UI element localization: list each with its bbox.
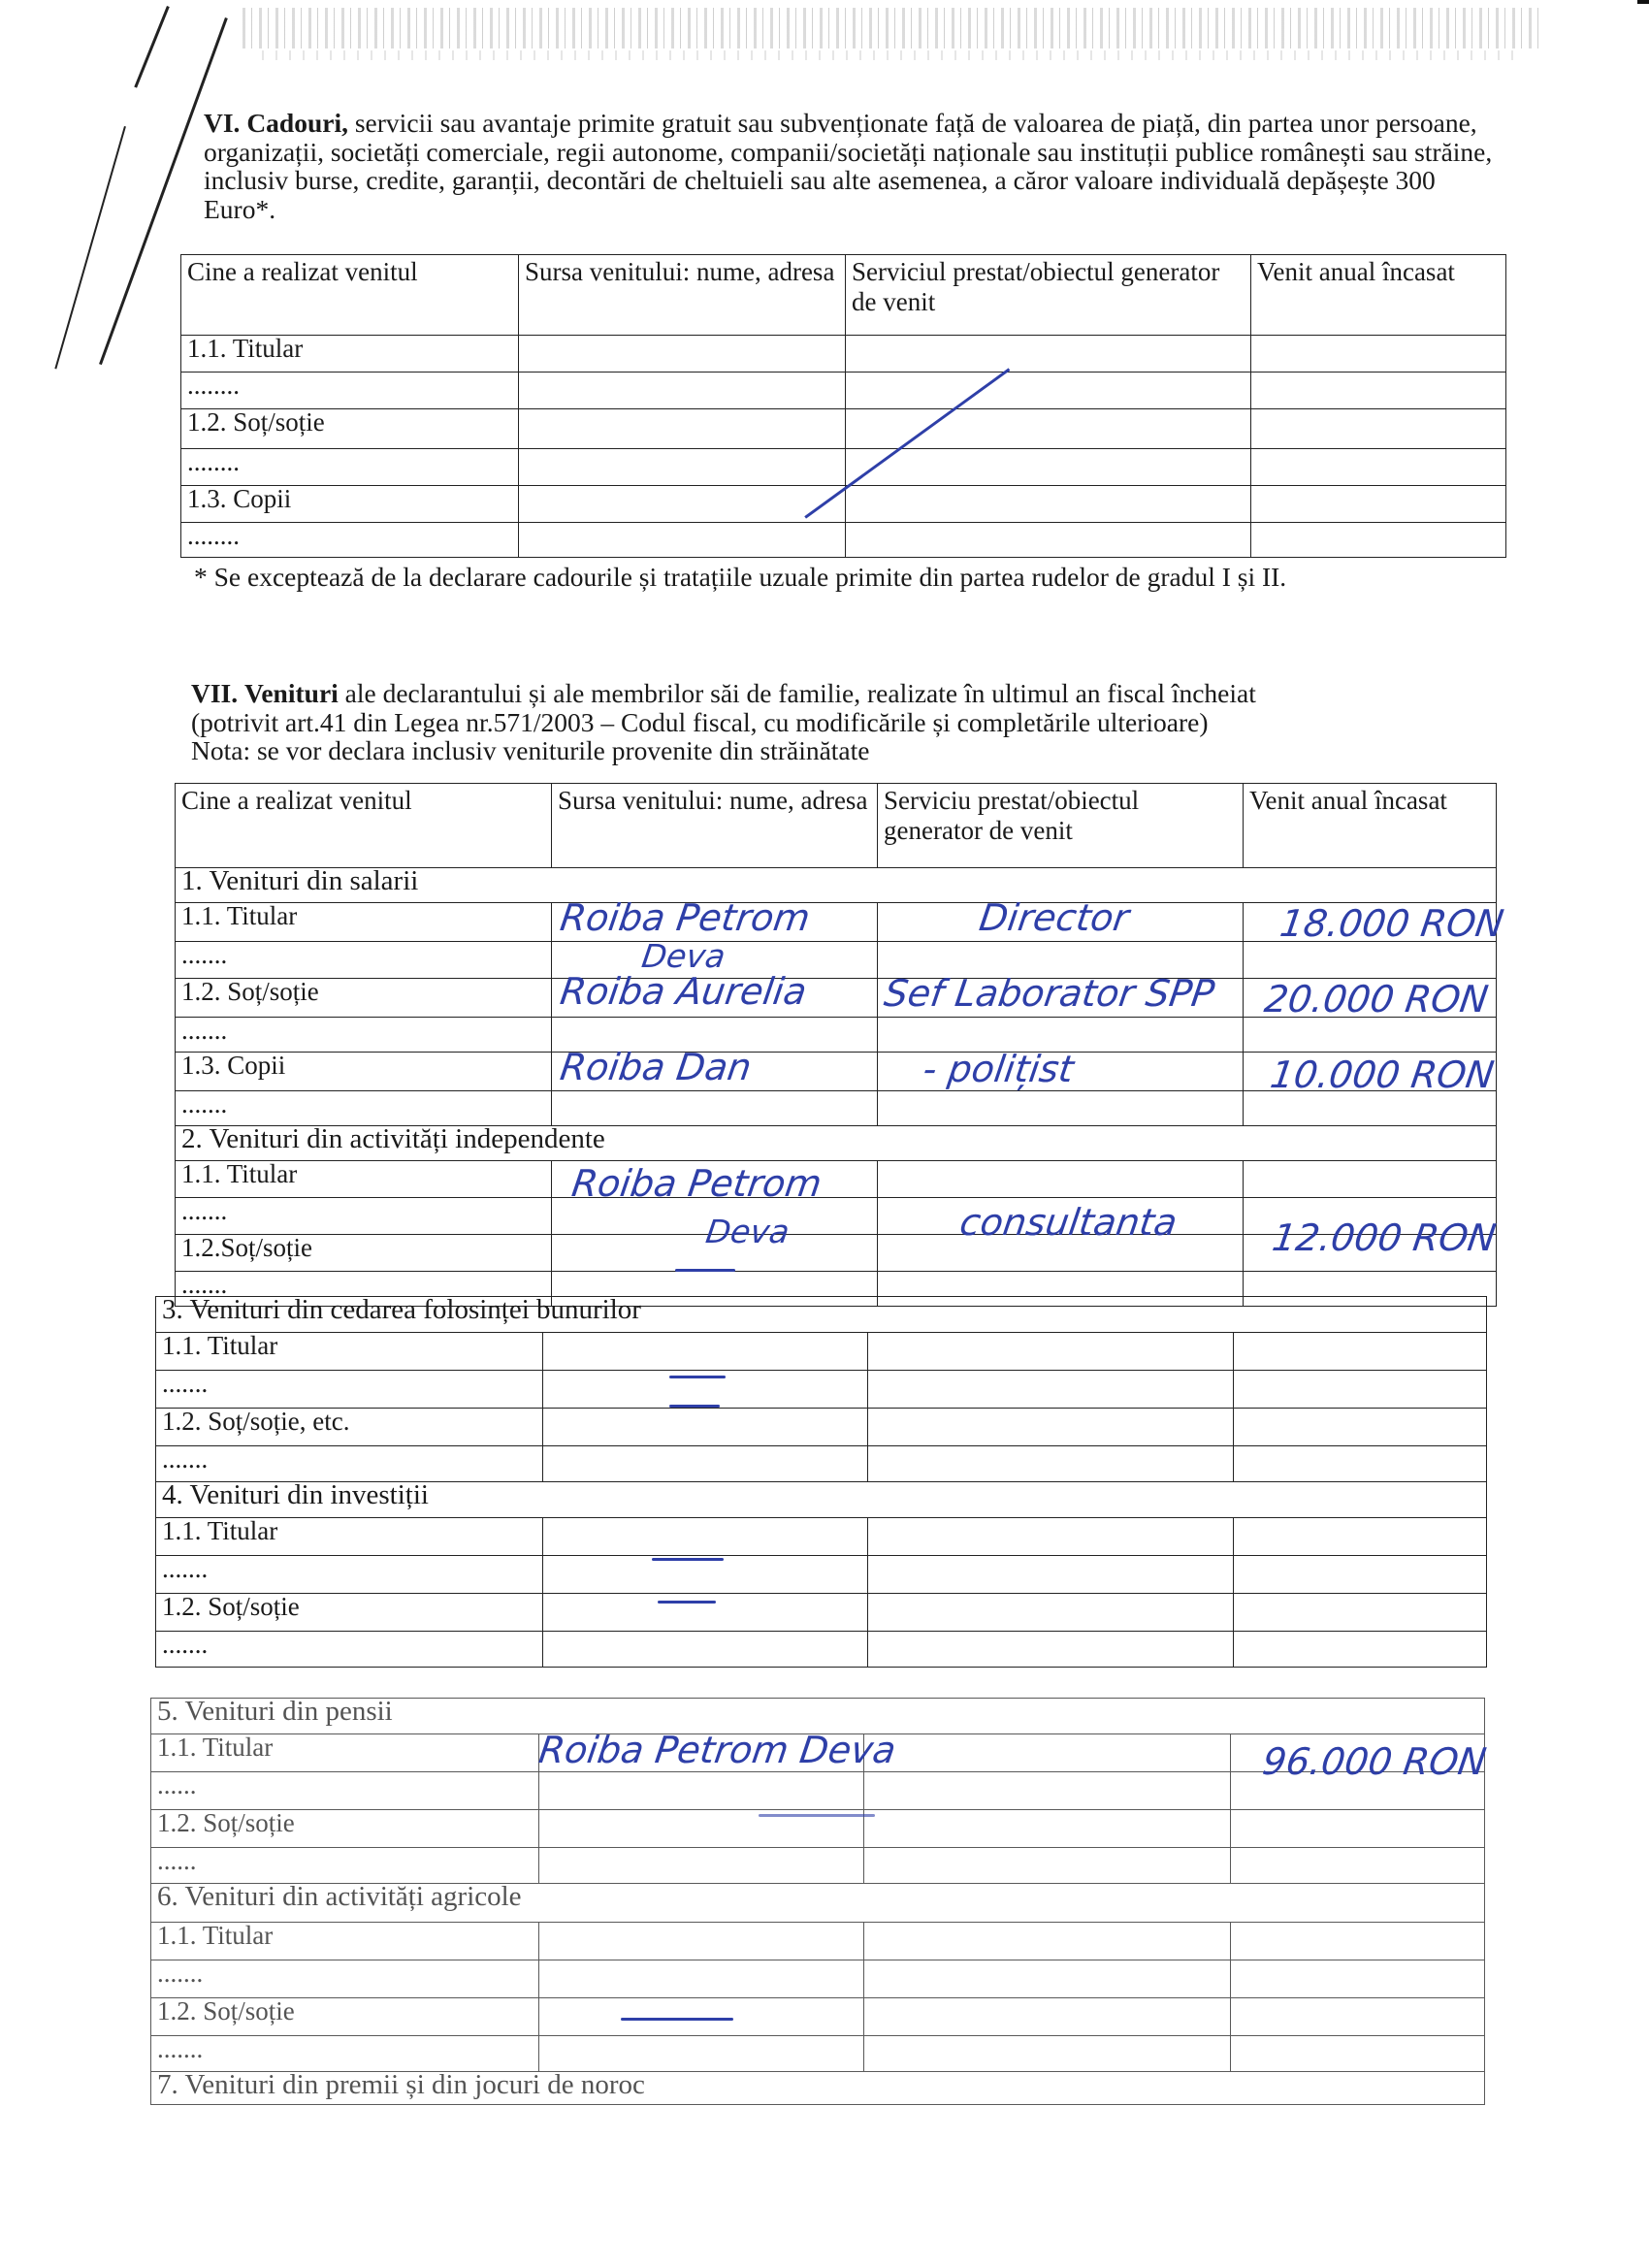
section7-number: VII. bbox=[191, 678, 239, 708]
row-label: ....... bbox=[176, 942, 552, 979]
table-row bbox=[156, 1333, 1487, 1371]
section7-intro bbox=[191, 679, 1510, 765]
handwritten-dash bbox=[621, 2018, 733, 2021]
row-label: ....... bbox=[176, 1091, 552, 1126]
table-row bbox=[151, 1998, 1485, 2036]
handwritten-pension-income: 96.000 RON bbox=[1259, 1740, 1489, 1783]
header-source: Sursa venitului: nume, adresa bbox=[552, 784, 878, 868]
section6-footnote: * Se exceptează de la declarare cadourile și tratațiile uzuale primite din partea rudelor de gradul I și II. bbox=[194, 562, 1287, 592]
handwritten-underline bbox=[675, 1269, 735, 1272]
margin-stroke bbox=[134, 6, 169, 88]
row-label: 1.1. Titular bbox=[181, 336, 519, 373]
row-label: 1.1. Titular bbox=[176, 1161, 552, 1198]
handwritten-salary-source-city: Deva bbox=[639, 937, 728, 975]
table-row bbox=[156, 1371, 1487, 1409]
row-label: 1.2. Soț/soție bbox=[181, 409, 519, 449]
row-label: 1.1. Titular bbox=[156, 1333, 543, 1371]
row-label: ....... bbox=[176, 1018, 552, 1053]
row-label: ....... bbox=[176, 1272, 552, 1307]
table-row bbox=[181, 523, 1506, 558]
row-label: 1.3. Copii bbox=[176, 1053, 552, 1091]
handwritten-salary-service: Director bbox=[976, 896, 1132, 939]
section7-line1: ale declarantului și ale membrilor săi de familie, realizate în ultimul an fiscal încheiat bbox=[344, 678, 1256, 708]
row-label: 1.2. Soț/soție bbox=[176, 979, 552, 1018]
header-income: Venit anual încasat bbox=[1244, 784, 1497, 868]
group-title: 1. Venituri din salarii bbox=[176, 868, 1497, 903]
row-label: ........ bbox=[181, 373, 519, 409]
row-label: 1.1. Titular bbox=[156, 1518, 543, 1556]
table-header-row bbox=[176, 784, 1497, 868]
group-header-row bbox=[176, 1126, 1497, 1161]
table-row bbox=[151, 1848, 1485, 1884]
row-label: ....... bbox=[156, 1446, 543, 1482]
row-label: ....... bbox=[176, 1198, 552, 1235]
handwritten-dash bbox=[652, 1558, 724, 1561]
row-label: ...... bbox=[151, 1848, 539, 1884]
table-row bbox=[181, 373, 1506, 409]
table-row bbox=[176, 1018, 1497, 1053]
group-title: 6. Venituri din activități agricole bbox=[151, 1884, 1485, 1923]
section6-text: servicii sau avantaje primite gratuit sau subvenționate față de valoarea de piață, din partea unor persoane, organizații, societăți comerciale, regii autonome, companii/societăți naționale sau instituții publice românești sau străine, inclusiv burse, credite, garanții, decontări de cheltuieli sau alte asemenea, a căror valoare individuală depășește 300 Euro*. bbox=[204, 108, 1493, 224]
header-service: Serviciu prestat/obiectul generator de venit bbox=[878, 784, 1244, 868]
section6-number: VI. bbox=[204, 108, 241, 138]
row-label: 1.2. Soț/soție bbox=[151, 1810, 539, 1848]
row-label: 1.1. Titular bbox=[176, 903, 552, 942]
row-label: 1.2. Soț/soție bbox=[156, 1594, 543, 1632]
table-row bbox=[176, 942, 1497, 979]
header-who: Cine a realizat venitul bbox=[181, 255, 519, 336]
handwritten-dash bbox=[658, 1601, 716, 1604]
group-header-row bbox=[156, 1297, 1487, 1333]
section7-title: Venituri bbox=[244, 678, 339, 708]
section7-line2: (potrivit art.41 din Legea nr.571/2003 – Codul fiscal, cu modificările și completările ulterioare) bbox=[191, 706, 1209, 737]
row-label: ....... bbox=[156, 1556, 543, 1594]
row-label: ...... bbox=[151, 1772, 539, 1810]
handwritten-salary-income: 18.000 RON bbox=[1277, 902, 1506, 945]
table-row bbox=[151, 1960, 1485, 1998]
section7-table-part2 bbox=[155, 1296, 1487, 1668]
section7-note: Nota: se vor declara inclusiv veniturile provenite din străinătate bbox=[191, 735, 870, 765]
handwritten-spouse-source: Roiba Aurelia bbox=[557, 970, 810, 1013]
table-row bbox=[156, 1594, 1487, 1632]
row-label: ....... bbox=[156, 1371, 543, 1409]
handwritten-pension-source: Roiba Petrom Deva bbox=[535, 1729, 899, 1771]
row-label: ....... bbox=[151, 2036, 539, 2072]
table-row bbox=[156, 1518, 1487, 1556]
table-row bbox=[181, 336, 1506, 373]
handwritten-child-source: Roiba Dan bbox=[557, 1046, 755, 1088]
header-income: Venit anual încasat bbox=[1251, 255, 1506, 336]
table-row bbox=[156, 1446, 1487, 1482]
margin-stroke bbox=[54, 126, 126, 369]
table-row bbox=[156, 1632, 1487, 1668]
group-title: 5. Venituri din pensii bbox=[151, 1699, 1485, 1734]
group-header-row bbox=[151, 1884, 1485, 1923]
row-label: 1.3. Copii bbox=[181, 486, 519, 523]
group-title: 2. Venituri din activități independente bbox=[176, 1126, 1497, 1161]
handwritten-spouse-income: 20.000 RON bbox=[1261, 978, 1491, 1021]
group-header-row bbox=[156, 1482, 1487, 1518]
group-title: 7. Venituri din premii și din jocuri de noroc bbox=[151, 2072, 1485, 2105]
table-row bbox=[176, 1161, 1497, 1198]
group-header-row bbox=[176, 868, 1497, 903]
group-title: 4. Venituri din investiții bbox=[156, 1482, 1487, 1518]
handwritten-dash bbox=[669, 1376, 726, 1378]
header-source: Sursa venitului: nume, adresa bbox=[519, 255, 846, 336]
handwritten-child-income: 10.000 RON bbox=[1267, 1053, 1497, 1096]
scan-edge-noise bbox=[242, 8, 1542, 49]
handwritten-salary-source: Roiba Petrom bbox=[557, 896, 813, 939]
scan-corner-mark bbox=[1637, 0, 1649, 4]
row-label: 1.2. Soț/soție bbox=[151, 1998, 539, 2036]
table-row bbox=[156, 1409, 1487, 1446]
group-title: 3. Venituri din cedarea folosinței bunurilor bbox=[156, 1297, 1487, 1333]
row-label: ....... bbox=[156, 1632, 543, 1668]
handwritten-independent-source: Roiba Petrom bbox=[568, 1162, 824, 1205]
header-service: Serviciul prestat/obiectul generator de venit bbox=[846, 255, 1251, 336]
table-row bbox=[181, 486, 1506, 523]
section6-table bbox=[180, 254, 1506, 558]
row-label: ........ bbox=[181, 523, 519, 558]
handwritten-spouse-service: Sef Laborator SPP bbox=[881, 972, 1217, 1015]
handwritten-dash bbox=[759, 1814, 875, 1817]
table-header-row bbox=[181, 255, 1506, 336]
handwritten-child-service: - polițist bbox=[920, 1048, 1077, 1090]
table-row bbox=[181, 449, 1506, 486]
group-header-row bbox=[151, 2072, 1485, 2105]
row-label: 1.1. Titular bbox=[151, 1734, 539, 1772]
table-row bbox=[181, 409, 1506, 449]
scan-edge-noise bbox=[262, 50, 1523, 60]
row-label: 1.1. Titular bbox=[151, 1923, 539, 1960]
row-label: ........ bbox=[181, 449, 519, 486]
row-label: 1.2.Soț/soție bbox=[176, 1235, 552, 1272]
handwritten-independent-income: 12.000 RON bbox=[1269, 1216, 1499, 1259]
section6-title: Cadouri, bbox=[246, 108, 348, 138]
handwritten-independent-source-city: Deva bbox=[703, 1213, 792, 1250]
table-row bbox=[151, 2036, 1485, 2072]
row-label: 1.2. Soț/soție, etc. bbox=[156, 1409, 543, 1446]
table-row bbox=[156, 1556, 1487, 1594]
table-row bbox=[151, 1923, 1485, 1960]
handwritten-dash bbox=[669, 1405, 720, 1408]
section6-intro bbox=[204, 109, 1494, 223]
handwritten-independent-service: consultanta bbox=[956, 1201, 1180, 1244]
row-label: ....... bbox=[151, 1960, 539, 1998]
header-who: Cine a realizat venitul bbox=[176, 784, 552, 868]
